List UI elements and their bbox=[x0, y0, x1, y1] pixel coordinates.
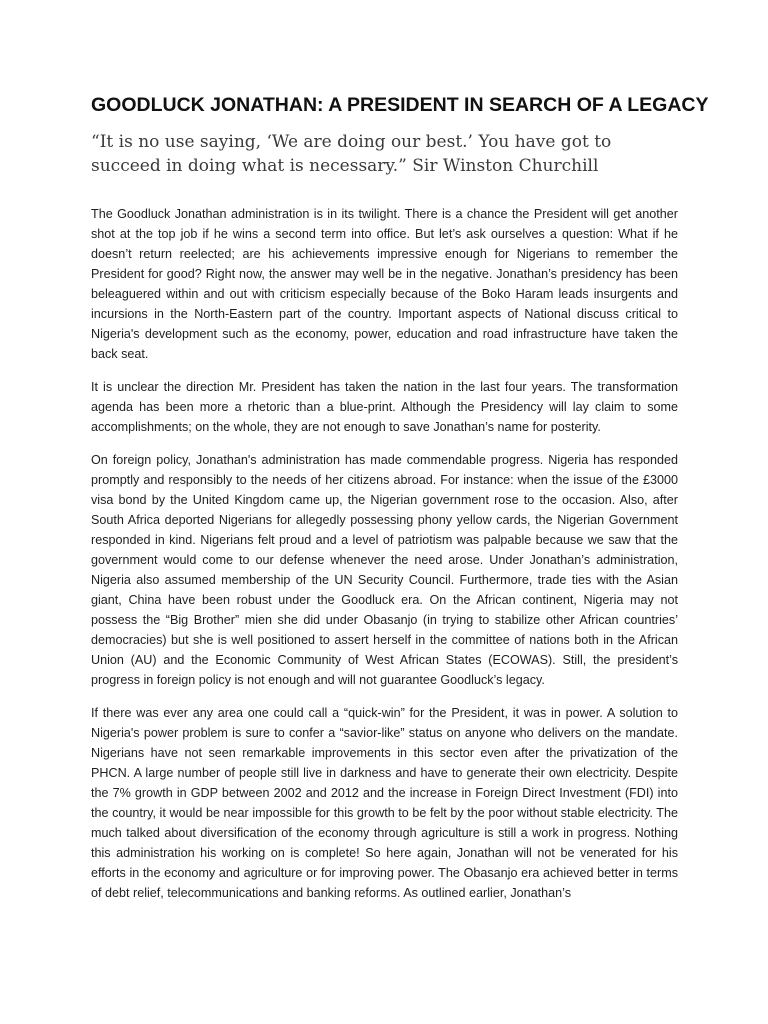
epigraph-quote: “It is no use saying, ‘We are doing our best.’ You have got to succeed in doing what is necessary.” Sir Winston Churchill bbox=[91, 132, 612, 176]
document-title: GOODLUCK JONATHAN: A PRESIDENT IN SEARCH OF A LEGACY bbox=[91, 94, 709, 116]
document-body bbox=[91, 94, 709, 916]
paragraph-power: If there was ever any area one could call a “quick-win” for the President, it was in power. A solution to Nigeria's power problem is sure to confer a “savior-like” status on anyone who delivers on the mandate. Nigerians have not seen remarkable improvements in this sector even after the privatization of the PHCN. A large number of people still live in darkness and have to generate their own electricity. Despite the 7% growth in GDP between 2002 and 2012 and the increase in Foreign Direct Investment (FDI) into the country, it would be near impossible for this growth to be felt by the poor without stable electricity. The much talked about diversification of the economy through agriculture is still a work in progress. Nothing this administration his working on is complete! So here again, Jonathan will not be venerated for his efforts in the economy and agriculture or for improving power. The Obasanjo era achieved better in terms of debt relief, telecommunications and banking reforms. As outlined earlier, Jonathan’s bbox=[91, 706, 678, 900]
paragraph-foreign-policy: On foreign policy, Jonathan's administration has made commendable progress. Nigeria has responded promptly and responsibly to the needs of her citizens abroad. For instance: when the issue of the £3000 visa bond by the United Kingdom came up, the Nigerian government rose to the occasion. Also, after South Africa deported Nigerians for allegedly possessing phony yellow cards, the Nigerian Government responded in kind. Nigerians felt proud and a level of patriotism was palpable because we saw that the government would come to our defense whenever the need arose. Under Jonathan’s administration, Nigeria also assumed membership of the UN Security Council. Furthermore, trade ties with the Asian giant, China have been robust under the Goodluck era. On the African continent, Nigeria may not possess the “Big Brother” mien she did under Obasanjo (in trying to stabilize other African countries’ democracies) but she is well positioned to assert herself in the committee of nations both in the African Union (AU) and the Economic Community of West African States (ECOWAS). Still, the president’s progress in foreign policy is not enough and will not guarantee Goodluck’s legacy. bbox=[91, 453, 678, 687]
paragraph-direction: It is unclear the direction Mr. President has taken the nation in the last four years. The transformation agenda has been more a rhetoric than a blue-print. Although the Presidency will lay claim to some accomplishments; on the whole, they are not enough to save Jonathan’s name for posterity. bbox=[91, 380, 678, 434]
paragraph-intro: The Goodluck Jonathan administration is in its twilight. There is a chance the President will get another shot at the top job if he wins a second term into office. But let’s ask ourselves a question: What if he doesn’t return reelected; are his achievements impressive enough for Nigerians to remember the President for good? Right now, the answer may well be in the negative. Jonathan’s presidency has been beleaguered within and out with criticism especially because of the Boko Haram leads insurgents and incursions in the North-Eastern part of the country. Important aspects of National discuss critical to Nigeria's development such as the economy, power, education and road infrastructure have taken the back seat. bbox=[91, 207, 678, 361]
